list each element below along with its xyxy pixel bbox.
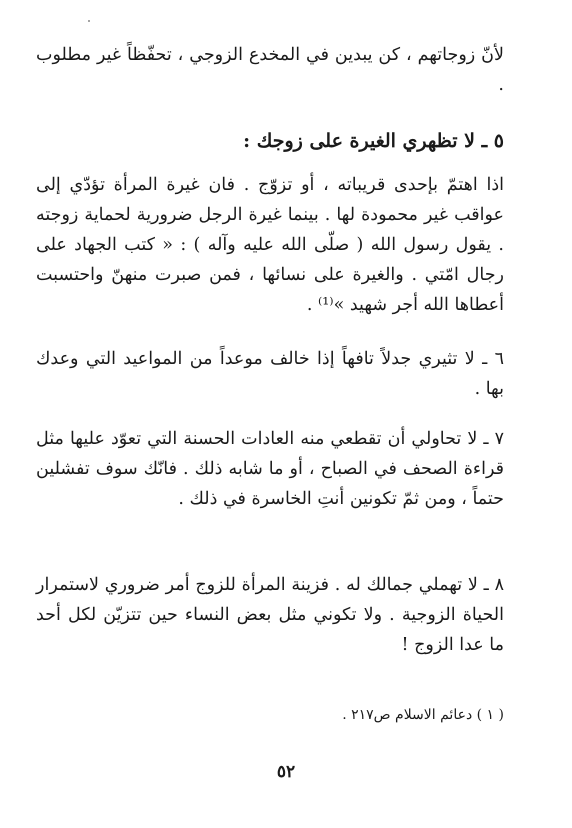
list-item-6: ٦ ـ لا تثيري جدلاً تافهاً إذا خالف موعداً من المواعيد التي وعدك بها . (36, 349, 504, 399)
list-item-7: ٧ ـ لا تحاولي أن تقطعي منه العادات الحسنة التي تعوّد عليها مثل قراءة الصحف في الصباح ، أو ما شابه ذلك . فانّك سوف تفشلين حتماً ، ومن ثمّ تكونين أنتِ الخاسرة في ذلك . (36, 429, 504, 509)
continuation-paragraph: لأنّ زوجاتهم ، كن يبدين في المخدع الزوجي ، تحفّظاً غير مطلوب . (36, 45, 504, 95)
section-heading: ٥ ـ لا تظهري الغيرة على زوجك : (243, 130, 504, 152)
paragraph-jealousy: اذا اهتمّ بإحدى قريباته ، أو تزوّج . فان غيرة المرأة تؤدّي إلى عواقب غير محمودة لها . بينما غيرة الرجل ضرورية لحماية زوجته . يقول رسول الله ( صلّى الله عليه وآله ) : « كتب الجهاد على رجال امّتي . والغيرة على نسائها ، فمن صبرت منهنّ واحتسبت أعطاها الله أجر شهيد »⁽¹⁾ . (36, 175, 504, 315)
footnote: ( ١ ) دعائم الاسلام ص٢١٧ . (342, 707, 504, 723)
list-item-8: ٨ ـ لا تهملي جمالك له . فزينة المرأة للزوج أمر ضروري لاستمرار الحياة الزوجية . ولا تكوني مثل بعض النساء حين تتزيّن لكل أحد ما عدا الزوج ! (36, 575, 504, 655)
page-speck (88, 20, 90, 22)
page-number: ٥٢ (276, 762, 296, 782)
